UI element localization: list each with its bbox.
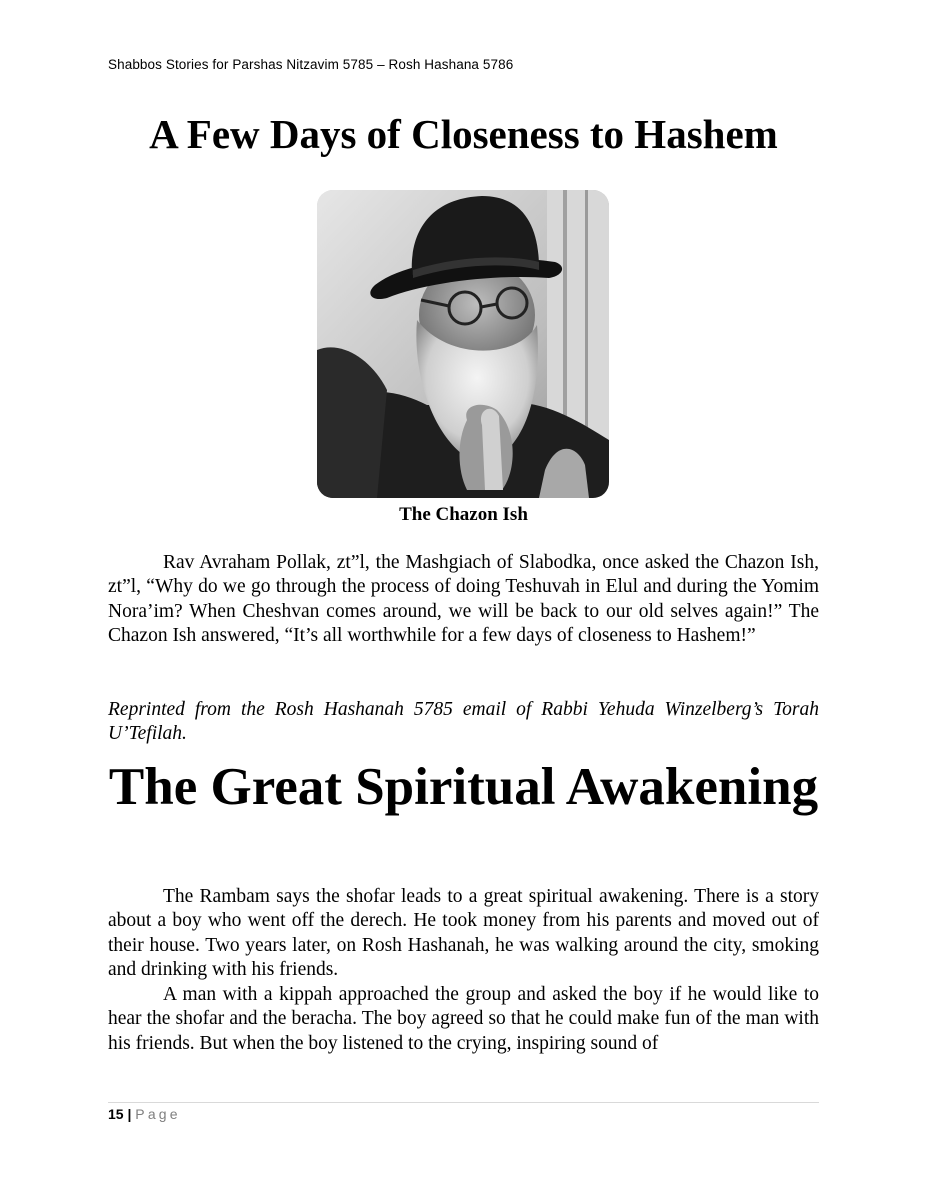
photo-caption: The Chazon Ish bbox=[399, 504, 528, 525]
article2-paragraph-1: The Rambam says the shofar leads to a great spiritual awakening. There is a story about a boy who went off the derech. He took money from his parents and moved out of their house. Two years later, on Rosh Hashanah, he was walking around the city, smoking and drinking with his friends. bbox=[108, 886, 819, 981]
footer-divider bbox=[108, 1102, 819, 1103]
article2-paragraph-2: A man with a kippah approached the group and asked the boy if he would like to hear the shofar and the beracha. The boy agreed so that he could make fun of the man with his friends. But when the boy listened to the crying, inspiring sound of bbox=[108, 984, 819, 1054]
article1-credit: Reprinted from the Rosh Hashanah 5785 email of Rabbi Yehuda Winzelberg’s Torah U’Tefilah. bbox=[108, 699, 819, 745]
article-title-awakening: The Great Spiritual Awakening bbox=[108, 758, 819, 816]
article-title-closeness: A Few Days of Closeness to Hashem bbox=[149, 111, 778, 157]
page-footer bbox=[108, 1106, 181, 1122]
chazon-ish-photo bbox=[317, 190, 609, 498]
article1-paragraph: Rav Avraham Pollak, zt”l, the Mashgiach of Slabodka, once asked the Chazon Ish, zt”l, “Why do we go through the process of doing Teshuvah in Elul and during the Yomim Nora’im? When Cheshvan comes around, we will be back to our old selves again!” The Chazon Ish answered, “It’s all worthwhile for a few days of closeness to Hashem!” bbox=[108, 552, 819, 647]
footer-separator: | bbox=[127, 1106, 132, 1122]
page-label: Page bbox=[135, 1106, 181, 1122]
running-header: Shabbos Stories for Parshas Nitzavim 5785 – Rosh Hashana 5786 bbox=[108, 57, 514, 72]
page-number: 15 bbox=[108, 1106, 124, 1122]
